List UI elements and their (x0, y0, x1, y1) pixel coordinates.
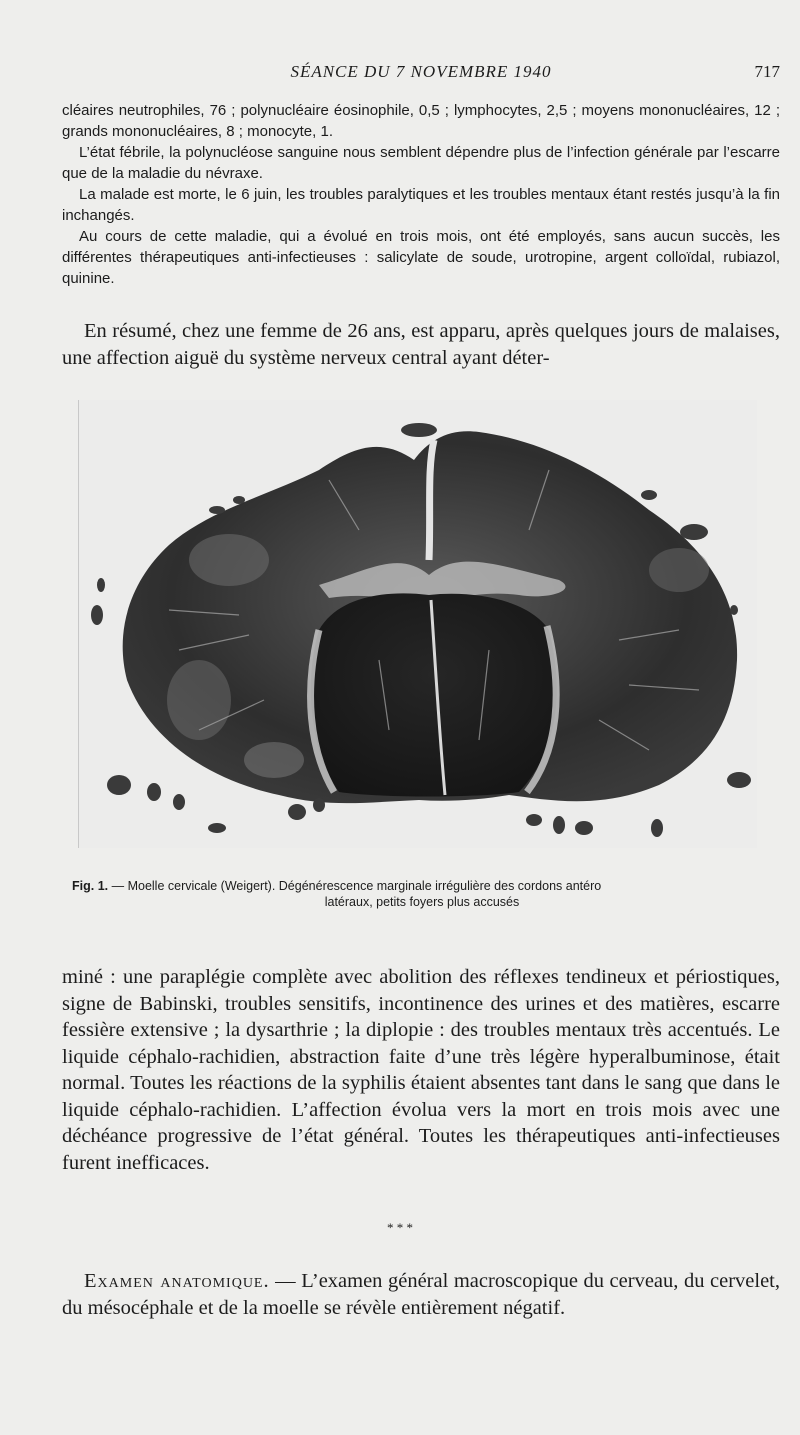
clinical-note-paragraph: Au cours de cette maladie, qui a évolué en trois mois, ont été employés, sans aucun succès, les différentes thérapeutiques anti-infectieuses : salicylate de soude, urotropine, argent colloïdal, rubiazol, quinine. (62, 228, 780, 287)
summary-continuation-paragraph (62, 964, 780, 1176)
anatomy-text: — L’examen général macroscopique du cerveau, du cervelet, du mésocéphale et de la moelle se révèle entièrement négatif. (62, 1270, 780, 1319)
clinical-note-paragraph: L’état fébrile, la polynucléose sanguine nous semblent dépendre plus de l’infection générale par l’escarre que de la maladie du névraxe. (62, 144, 780, 182)
clinical-notes (62, 100, 780, 289)
figure-caption-text: — Moelle cervicale (Weigert). Dégénérescence marginale irrégulière des cordons antéro (111, 879, 602, 893)
summary-intro: En résumé, chez une femme de 26 ans, est apparu, après quelques jours de malaises, une affection aiguë du système nerveux central ayant déter- (62, 320, 780, 369)
clinical-note-paragraph: cléaires neutrophiles, 76 ; polynucléaire éosinophile, 0,5 ; lymphocytes, 2,5 ; moyens mononucléaires, 12 ; grands mononucléaires, 8 ; monocyte, 1. (62, 102, 780, 140)
page-number: 717 (754, 62, 780, 81)
figure-caption-line-1 (72, 878, 772, 894)
spinal-cord-micrograph (78, 400, 757, 848)
figure-label: Fig. 1. (72, 879, 109, 893)
anatomy-heading: Examen anatomique. (84, 1270, 270, 1292)
summary-paragraph (62, 318, 780, 371)
clinical-note-paragraph: La malade est morte, le 6 juin, les troubles paralytiques et les troubles mentaux étant restés jusqu’à la fin inchangés. (62, 186, 780, 224)
figure-caption-line-2: latéraux, petits foyers plus accusés (324, 895, 520, 909)
figure-caption (72, 878, 772, 910)
running-head (62, 62, 780, 86)
summary-continuation: miné : une paraplégie complète avec abolition des réflexes tendineux et périostiques, signe de Babinski, troubles sensitifs, incontinence des urines et des matières, escarre fessière extensive ; la dysarthrie ; la diplopie : des troubles mentaux très accentués. Le liquide céphalo-rachidien, abstraction faite d’une très légère hyperalbuminose, était normal. Toutes les réactions de la syphilis étaient absentes tant dans le sang que dans le liquide céphalo-rachidien. L’affection évolua vers la mort en trois mois avec une déchéance progressive de l’état général. Toutes les thérapeutiques anti-infectieuses furent inefficaces. (62, 966, 780, 1174)
running-head-title: SÉANCE DU 7 NOVEMBRE 1940 (290, 62, 552, 81)
anatomy-paragraph (62, 1268, 780, 1321)
cervical-cord-section-image (79, 400, 757, 848)
section-break: * * * (387, 1220, 413, 1235)
